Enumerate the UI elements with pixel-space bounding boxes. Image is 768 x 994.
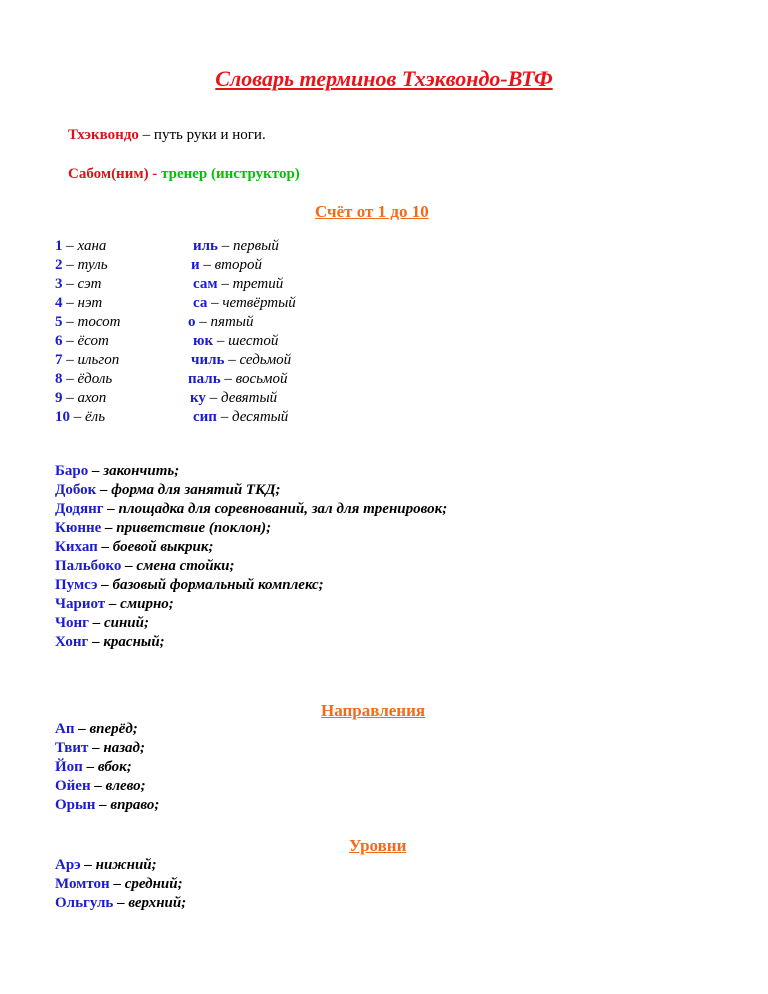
intro-term: Тхэквондо — [68, 127, 139, 143]
level-item: Арэ – нижний; — [55, 857, 157, 873]
direction-item: Ап – вперёд; — [55, 721, 138, 737]
counting-heading: Счёт от 1 до 10 — [315, 202, 429, 221]
count-row-right: ку – девятый — [190, 390, 278, 406]
direction-item: Ойен – влево; — [55, 778, 146, 794]
count-row-right: юк – шестой — [193, 333, 279, 349]
count-row-right: паль – восьмой — [188, 371, 288, 387]
term-item: Додянг – площадка для соревнований, зал для тренировок; — [55, 501, 448, 517]
term-item: Пумсэ – базовый формальный комплекс; — [55, 577, 324, 593]
intro-line-taekwondo — [68, 127, 266, 144]
term-item: Баро – закончить; — [55, 463, 180, 479]
count-row-left: 6 – ёсот — [55, 333, 109, 349]
levels-heading: Уровни — [349, 836, 407, 855]
term-item: Добок – форма для занятий ТКД; — [55, 482, 281, 498]
count-row-right: чиль – седьмой — [191, 352, 292, 368]
count-row-right: и – второй — [191, 257, 262, 273]
level-item: Ольгуль – верхний; — [55, 895, 187, 911]
intro-definition: тренер (инструктор) — [157, 166, 300, 182]
level-item: Момтон – средний; — [55, 876, 183, 892]
count-row-right: са – четвёртый — [193, 295, 296, 311]
intro-definition: – путь руки и ноги. — [138, 127, 266, 143]
term-item: Пальбоко – смена стойки; — [55, 558, 235, 574]
count-row-left: 3 – сэт — [55, 276, 102, 292]
count-row-left: 7 – ильгоп — [55, 352, 120, 368]
term-item: Кюнне – приветствие (поклон); — [55, 520, 272, 536]
count-row-right: сип – десятый — [193, 409, 289, 425]
count-row-left: 5 – тосот — [55, 314, 121, 330]
count-row-right: сам – третий — [193, 276, 284, 292]
term-item: Кихап – боевой выкрик; — [55, 539, 214, 555]
term-item: Чонг – синий; — [55, 615, 149, 631]
directions-heading: Направления — [321, 701, 426, 720]
page-title: Словарь терминов Тхэквондо-ВТФ — [215, 66, 553, 91]
count-row-left: 9 – ахоп — [55, 390, 107, 406]
count-row-left: 1 – хана — [55, 238, 107, 254]
term-item: Хонг – красный; — [55, 634, 165, 650]
intro-term: Сабом(ним) - — [68, 166, 158, 182]
direction-item: Твит – назад; — [55, 740, 145, 756]
count-row-left: 2 – туль — [55, 257, 108, 273]
count-row-right: о – пятый — [188, 314, 254, 330]
count-row-left: 8 – ёдоль — [55, 371, 113, 387]
direction-item: Орын – вправо; — [55, 797, 160, 813]
direction-item: Йоп – вбок; — [55, 759, 132, 775]
count-row-left: 10 – ёль — [55, 409, 106, 425]
count-row-right: иль – первый — [193, 238, 279, 254]
count-row-left: 4 – нэт — [55, 295, 103, 311]
term-item: Чариот – смирно; — [55, 596, 174, 612]
intro-line-sabom — [68, 166, 300, 183]
